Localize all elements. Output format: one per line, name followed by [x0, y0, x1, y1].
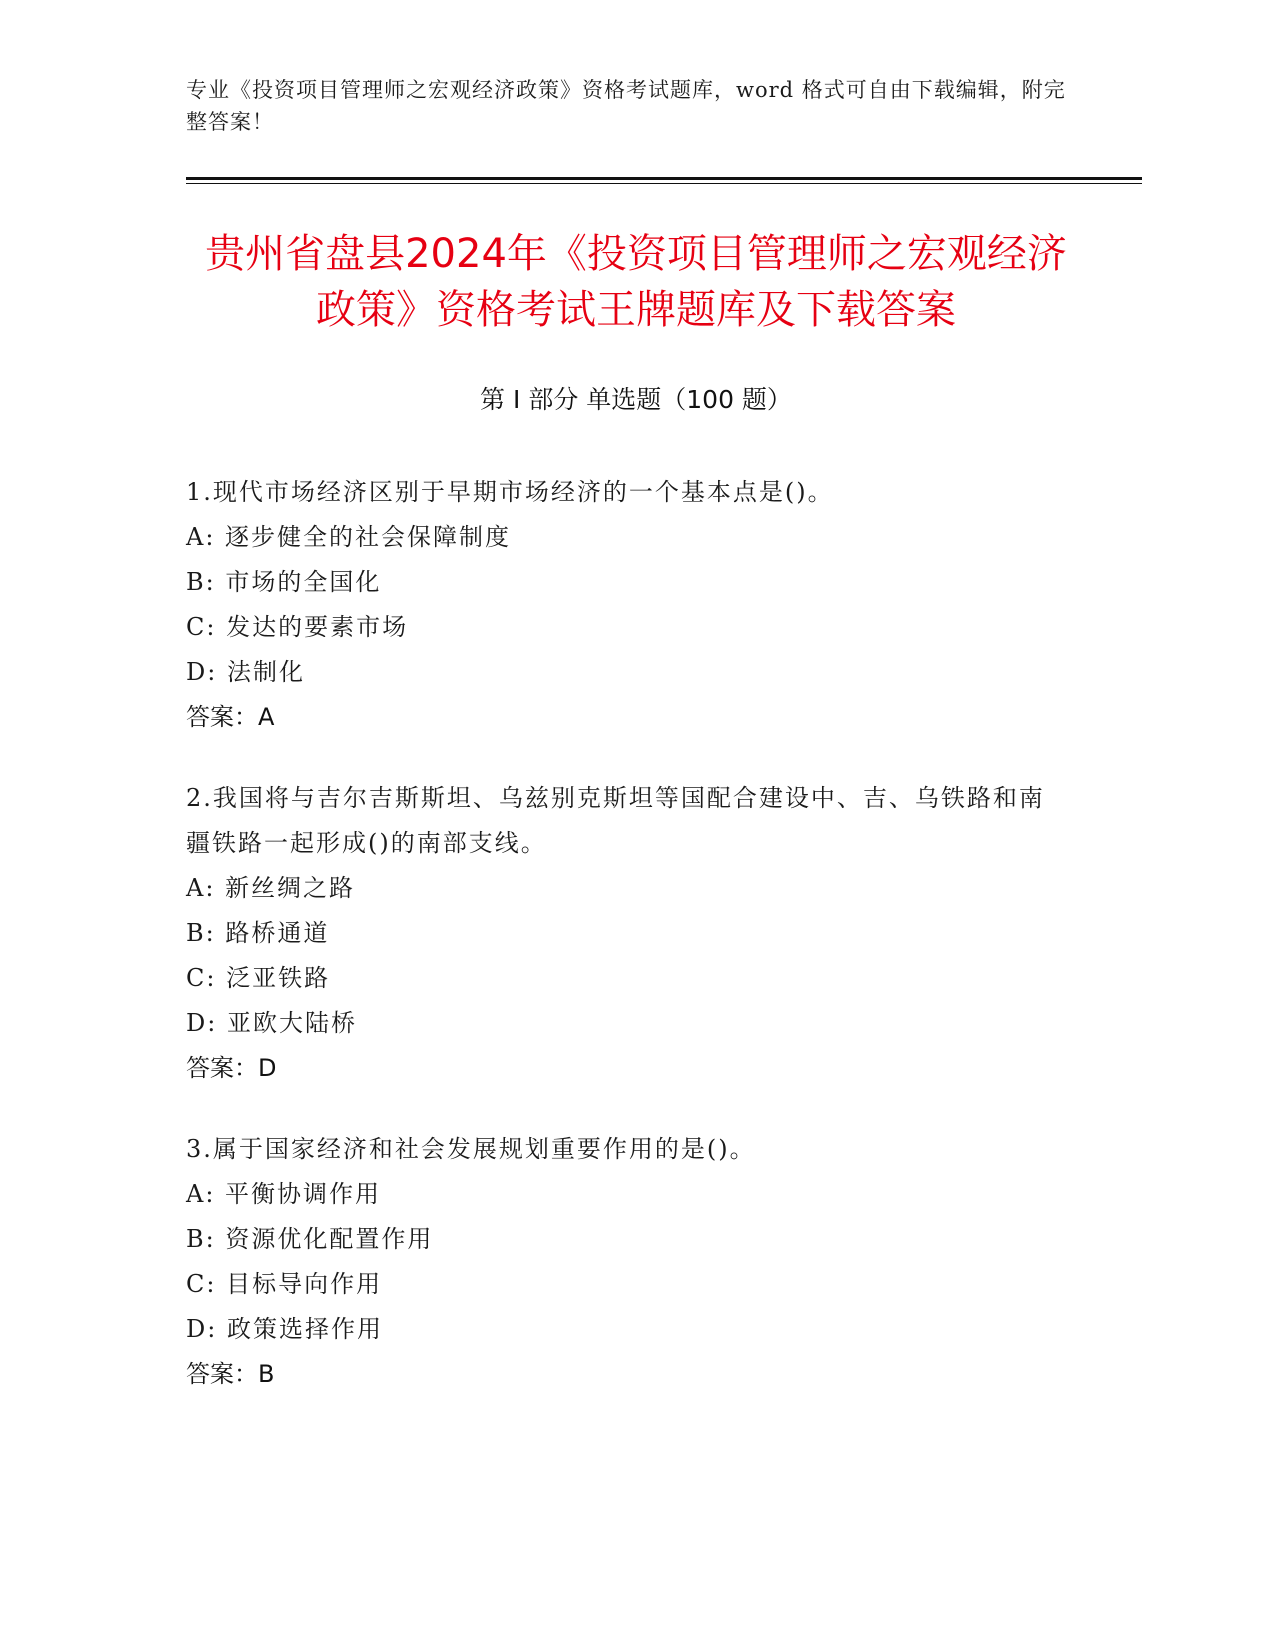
option-a: A: 新丝绸之路 — [186, 874, 356, 902]
option-d: D: 亚欧大陆桥 — [186, 1009, 357, 1037]
document-title: 贵州省盘县2024年《投资项目管理师之宏观经济政策》资格考试王牌题库及下载答案 — [205, 231, 1067, 333]
question-1 — [186, 470, 1066, 740]
header-rule-thin — [186, 183, 1142, 184]
question-2 — [186, 776, 1066, 1091]
option-c: C: 目标导向作用 — [186, 1270, 383, 1298]
answer: 答案：D — [186, 1054, 277, 1082]
question-stem: 2.我国将与吉尔吉斯斯坦、乌兹别克斯坦等国配合建设中、吉、乌铁路和南疆铁路一起形成()的南部支线。 — [186, 784, 1045, 857]
option-b: B: 市场的全国化 — [186, 568, 382, 596]
option-a: A: 平衡协调作用 — [186, 1180, 382, 1208]
question-3 — [186, 1127, 1066, 1397]
option-a: A: 逐步健全的社会保障制度 — [186, 523, 512, 551]
option-b: B: 资源优化配置作用 — [186, 1225, 434, 1253]
header-note: 专业《投资项目管理师之宏观经济政策》资格考试题库，word 格式可自由下载编辑，附完整答案！ — [186, 78, 1066, 134]
option-d: D: 法制化 — [186, 658, 305, 686]
option-c: C: 泛亚铁路 — [186, 964, 331, 992]
section-heading: 第 I 部分 单选题（100 题） — [480, 385, 792, 414]
answer: 答案：A — [186, 703, 275, 731]
question-stem: 3.属于国家经济和社会发展规划重要作用的是()。 — [186, 1135, 756, 1163]
header-rule-thick — [186, 177, 1142, 180]
option-b: B: 路桥通道 — [186, 919, 330, 947]
question-stem: 1.现代市场经济区别于早期市场经济的一个基本点是()。 — [186, 478, 834, 506]
option-c: C: 发达的要素市场 — [186, 613, 409, 641]
answer: 答案：B — [186, 1360, 275, 1388]
question-list — [186, 470, 1066, 1433]
option-d: D: 政策选择作用 — [186, 1315, 383, 1343]
